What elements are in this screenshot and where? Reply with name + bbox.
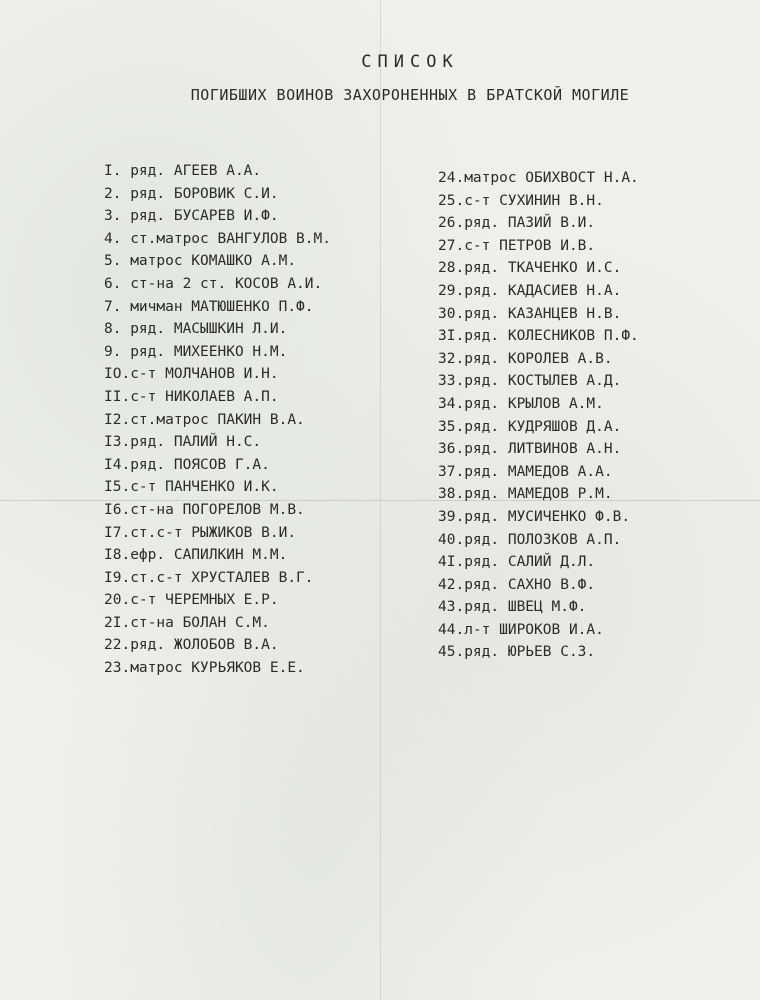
list-entry: 5. матрос КОМАШКО А.М. <box>104 253 297 270</box>
list-entry: I6.ст-на ПОГОРЕЛОВ М.В. <box>104 501 305 518</box>
list-entry: 36.ряд. ЛИТВИНОВ А.Н. <box>438 441 622 458</box>
list-entry: 4I.ряд. САЛИЙ Д.Л. <box>438 554 596 571</box>
list-entry: 2I.ст-на БОЛАН С.М. <box>104 614 270 631</box>
list-entry: 20.с-т ЧЕРЕМНЫХ Е.Р. <box>104 592 279 609</box>
list-entry: 40.ряд. ПОЛОЗКОВ А.П. <box>438 531 622 548</box>
list-entry: 32.ряд. КОРОЛЕВ А.В. <box>438 350 613 367</box>
list-entry: 3I.ряд. КОЛЕСНИКОВ П.Ф. <box>438 328 639 345</box>
list-entry: I7.ст.с-т РЫЖИКОВ В.И. <box>104 524 297 541</box>
list-entry: 2. ряд. БОРОВИК С.И. <box>104 185 279 202</box>
list-entry: 7. мичман МАТЮШЕНКО П.Ф. <box>104 298 314 315</box>
list-entry: 25.с-т СУХИНИН В.Н. <box>438 192 604 209</box>
list-entry: 33.ряд. КОСТЫЛЕВ А.Д. <box>438 373 622 390</box>
list-entry: 6. ст-на 2 ст. КОСОВ А.И. <box>104 275 323 292</box>
list-entry: 28.ряд. ТКАЧЕНКО И.С. <box>438 260 622 277</box>
list-entry: I5.с-т ПАНЧЕНКО И.К. <box>104 479 279 496</box>
document-title: СПИСОК <box>361 52 459 72</box>
document-subtitle: ПОГИБШИХ ВОИНОВ ЗАХОРОНЕННЫХ В БРАТСКОЙ МОГИЛЕ <box>190 86 630 104</box>
list-entry: I. ряд. АГЕЕВ А.А. <box>104 163 262 179</box>
list-entry: 24.матрос ОБИХВОСТ Н.А. <box>438 170 639 186</box>
names-list-right <box>438 167 639 664</box>
list-entry: I8.ефр. САПИЛКИН М.М. <box>104 547 288 564</box>
list-entry: 27.с-т ПЕТРОВ И.В. <box>438 237 596 254</box>
list-entry: 38.ряд. МАМЕДОВ Р.М. <box>438 486 613 503</box>
list-entry: 4. ст.матрос ВАНГУЛОВ В.М. <box>104 230 331 247</box>
list-entry: 45.ряд. ЮРЬЕВ С.З. <box>438 644 596 661</box>
list-entry: 34.ряд. КРЫЛОВ А.М. <box>438 395 604 412</box>
list-entry: 35.ряд. КУДРЯШОВ Д.А. <box>438 418 622 435</box>
list-entry: 9. ряд. МИХЕЕНКО Н.М. <box>104 343 288 360</box>
list-entry: 44.л-т ШИРОКОВ И.А. <box>438 621 604 638</box>
list-entry: 22.ряд. ЖОЛОБОВ В.А. <box>104 637 279 654</box>
list-entry: 30.ряд. КАЗАНЦЕВ Н.В. <box>438 305 622 322</box>
list-entry: 42.ряд. САХНО В.Ф. <box>438 576 596 593</box>
list-entry: 23.матрос КУРЬЯКОВ Е.Е. <box>104 660 305 677</box>
list-entry: IO.с-т МОЛЧАНОВ И.Н. <box>104 366 279 383</box>
list-entry: I3.ряд. ПАЛИЙ Н.С. <box>104 434 262 451</box>
list-entry: I9.ст.с-т ХРУСТАЛЕВ В.Г. <box>104 569 314 586</box>
list-entry: 39.ряд. МУСИЧЕНКО Ф.В. <box>438 508 631 525</box>
list-entry: 3. ряд. БУСАРЕВ И.Ф. <box>104 208 279 225</box>
list-entry: I2.ст.матрос ПАКИН В.А. <box>104 411 305 428</box>
list-entry: II.с-т НИКОЛАЕВ А.П. <box>104 388 279 405</box>
list-entry: 29.ряд. КАДАСИЕВ Н.А. <box>438 282 622 299</box>
paper-fold-vertical <box>380 0 381 1000</box>
list-entry: 37.ряд. МАМЕДОВ А.А. <box>438 463 613 480</box>
list-entry: 43.ряд. ШВЕЦ М.Ф. <box>438 599 587 616</box>
names-list-left <box>104 160 331 680</box>
list-entry: I4.ряд. ПОЯСОВ Г.А. <box>104 456 270 473</box>
list-entry: 8. ряд. МАСЫШКИН Л.И. <box>104 321 288 338</box>
list-entry: 26.ряд. ПАЗИЙ В.И. <box>438 215 596 232</box>
